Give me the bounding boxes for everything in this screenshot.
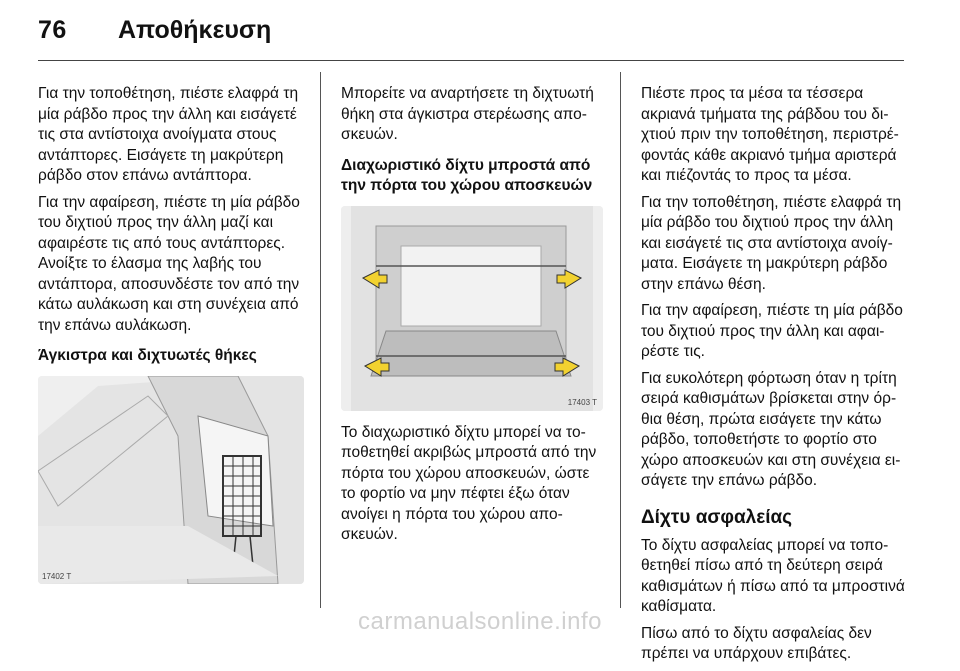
figure-code: 17402 T bbox=[42, 572, 72, 581]
figure-net-pocket bbox=[38, 376, 304, 584]
column-2 bbox=[341, 84, 603, 552]
paragraph: Πίσω από το δίχτυ ασφαλείας δεν πρέπει να υπάρχουν επιβάτες. bbox=[641, 624, 872, 662]
paragraph: Πιέστε προς τα μέσα τα τέσσερα ακριανά τμήματα της ράβδου του διχτιού πριν την τοποθέτηση, περιστρέφοντάς κάθε ακριανό τμήμα αριστερά και πιέζοντάς το προς τα μέσα. bbox=[641, 85, 899, 184]
paragraph: Για την τοποθέτηση, πιέστε ελαφρά τη μία ράβδο προς την άλλη και εισάγετέ τις στα αντίστοιχα ανοίγματα στους αντάπτορες. Εισάγετε τη μακρύτερη ράβδο στον επάνω αντάπτορα. bbox=[38, 85, 299, 184]
paragraph: Το διαχωριστικό δίχτυ μπορεί να τοποθετηθεί ακριβώς μπροστά από την πόρτα του χώρου αποσκευών, ώστε το φορτίο να μην πέφτει έξω όταν ανοίγει η πόρτα του χώρου αποσκευών. bbox=[341, 423, 597, 543]
paragraph: Για την αφαίρεση, πιέστε τη μία ράβδο του διχτιού προς την άλλη και αφαιρέστε τις. bbox=[641, 302, 903, 360]
paragraph: Για την τοποθέτηση, πιέστε ελαφρά τη μία ράβδο του διχτιού προς την άλλη και εισάγετέ τις στα αντίστοιχα ανοίγματα. Εισάγετε τη μακρύτερη ράβδο στην επάνω θέση. bbox=[641, 193, 902, 293]
watermark: carmanualsonline.info bbox=[358, 608, 602, 635]
paragraph: Το δίχτυ ασφαλείας μπορεί να τοποθετηθεί πίσω από τη δεύτερη σειρά καθισμάτων ή πίσω από τα μπροστινά καθίσματα. bbox=[641, 536, 905, 615]
paragraph: Για ευκολότερη φόρτωση όταν η τρίτη σειρά καθισμάτων βρίσκεται στην όρθια θέση, πρώτα εισάγετε την κάτω ράβδο, τοποθετήστε το φορτίο στο χώρο αποσκευών και στη συνέχεια εισάγετε την επάνω ράβδο. bbox=[641, 369, 901, 489]
header-divider bbox=[38, 60, 904, 61]
page-header bbox=[0, 0, 960, 64]
column-3 bbox=[641, 84, 907, 671]
subheading-hooks-net-pockets: Άγκιστρα και διχτυωτές θήκες bbox=[38, 347, 257, 364]
column-1 bbox=[38, 84, 318, 584]
column-divider-2 bbox=[620, 72, 621, 608]
figure-partition-net bbox=[341, 206, 603, 411]
column-divider-1 bbox=[320, 72, 321, 608]
paragraph: Μπορείτε να αναρτήσετε τη διχτυωτή θήκη στα άγκιστρα στερέωσης αποσκευών. bbox=[341, 85, 594, 143]
paragraph: Για την αφαίρεση, πιέστε τη μία ράβδο του διχτιού προς την άλλη μαζί και αφαιρέστε τις από τους αντάπτορες. Ανοίξτε το έλασμα της λαβής του αντάπτορα, αποσυνδέστε τον από την κάτω αυλάκωση και στη συνέχεια από την επάνω αυλάκωση. bbox=[38, 193, 300, 334]
net-pocket-illustration bbox=[38, 376, 304, 584]
partition-net-illustration bbox=[341, 206, 603, 411]
section-heading-safety-net: Δίχτυ ασφαλείας bbox=[641, 506, 793, 528]
figure-code: 17403 T bbox=[567, 397, 597, 407]
page-title: Αποθήκευση bbox=[118, 16, 272, 44]
page-number: 76 bbox=[38, 16, 67, 44]
subheading-partition-net: Διαχωριστικό δίχτυ μπροστά από την πόρτα του χώρου αποσκευών bbox=[341, 156, 593, 194]
